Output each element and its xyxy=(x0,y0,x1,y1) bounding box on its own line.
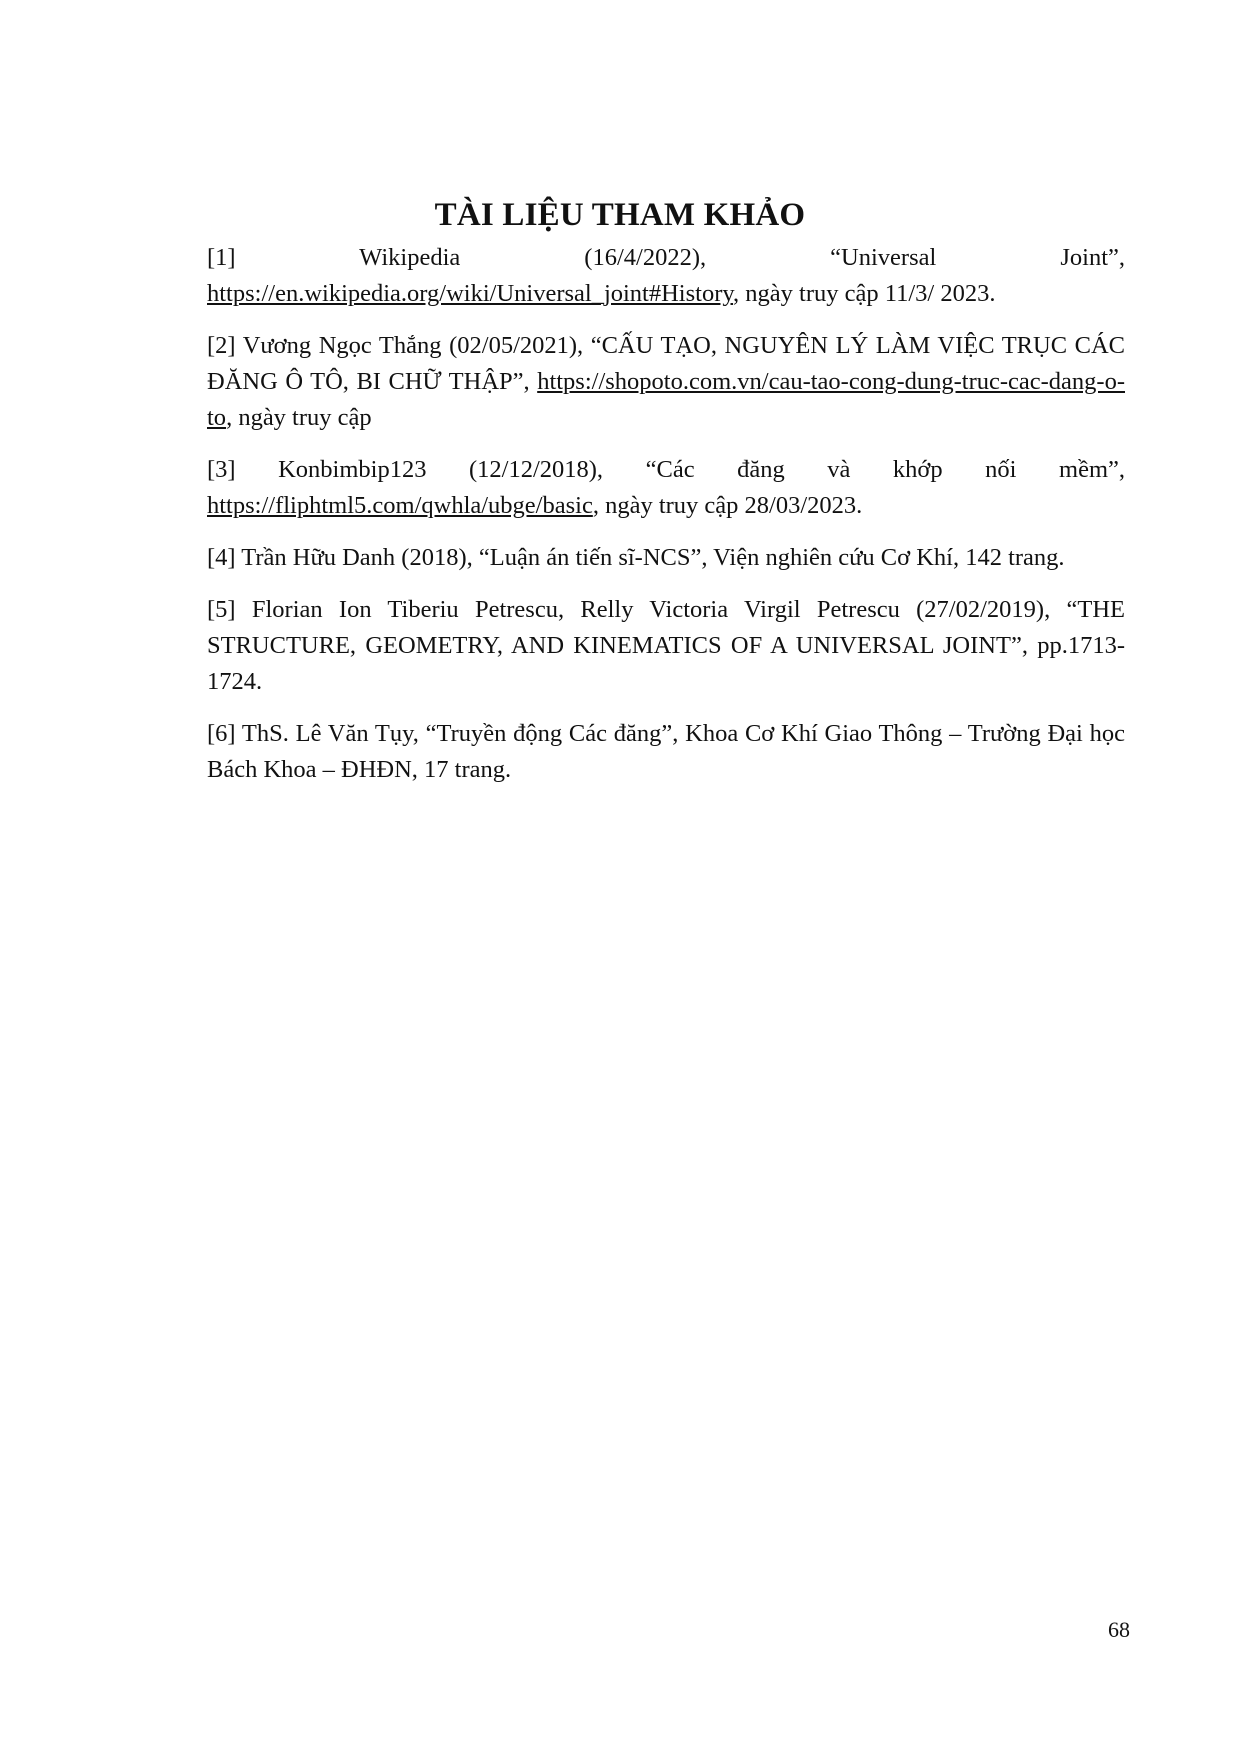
reference-link-3[interactable]: https://fliphtml5.com/qwhla/ubge/basic xyxy=(207,492,593,519)
reference-item-1 xyxy=(207,240,1125,312)
page-number: 68 xyxy=(1108,1617,1130,1642)
page-title: TÀI LIỆU THAM KHẢO xyxy=(434,197,806,234)
reference-text: [2] Vương Ngọc Thắng (02/05/2021), “CẤU TẠO, NGUYÊN LÝ LÀM VIỆC TRỤC CÁC ĐĂNG Ô TÔ, BI CHỮ THẬP”, xyxy=(207,332,1125,395)
reference-text: [1] Wikipedia (16/4/2022), “Universal Joint”, xyxy=(207,244,1125,271)
reference-link-2[interactable]: https://shopoto.com.vn/cau-tao-cong-dung-truc-cac-dang-o-to xyxy=(207,368,1125,431)
reference-link-1[interactable]: https://en.wikipedia.org/wiki/Universal_joint#History xyxy=(207,280,734,307)
reference-list xyxy=(207,240,1125,804)
reference-text: [3] Konbimbip123 (12/12/2018), “Các đăng và khớp nối mềm”, xyxy=(207,456,1125,483)
reference-item-2 xyxy=(207,328,1125,436)
reference-text: , ngày truy cập 11/3/ 2023. xyxy=(733,280,996,307)
reference-text: , ngày truy cập xyxy=(226,404,372,431)
reference-text: , ngày truy cập 28/03/2023. xyxy=(592,492,863,519)
reference-item-3 xyxy=(207,452,1125,524)
reference-item-5: [5] Florian Ion Tiberiu Petrescu, Relly Victoria Virgil Petrescu (27/02/2019), “THE STRUCTURE, GEOMETRY, AND KINEMATICS OF A UNIVERSAL JOINT”, pp.1713-1724. xyxy=(207,596,1125,695)
reference-item-6: [6] ThS. Lê Văn Tụy, “Truyền động Các đăng”, Khoa Cơ Khí Giao Thông – Trường Đại học Bách Khoa – ĐHĐN, 17 trang. xyxy=(207,720,1125,783)
reference-item-4: [4] Trần Hữu Danh (2018), “Luận án tiến sĩ-NCS”, Viện nghiên cứu Cơ Khí, 142 trang. xyxy=(207,544,1065,571)
